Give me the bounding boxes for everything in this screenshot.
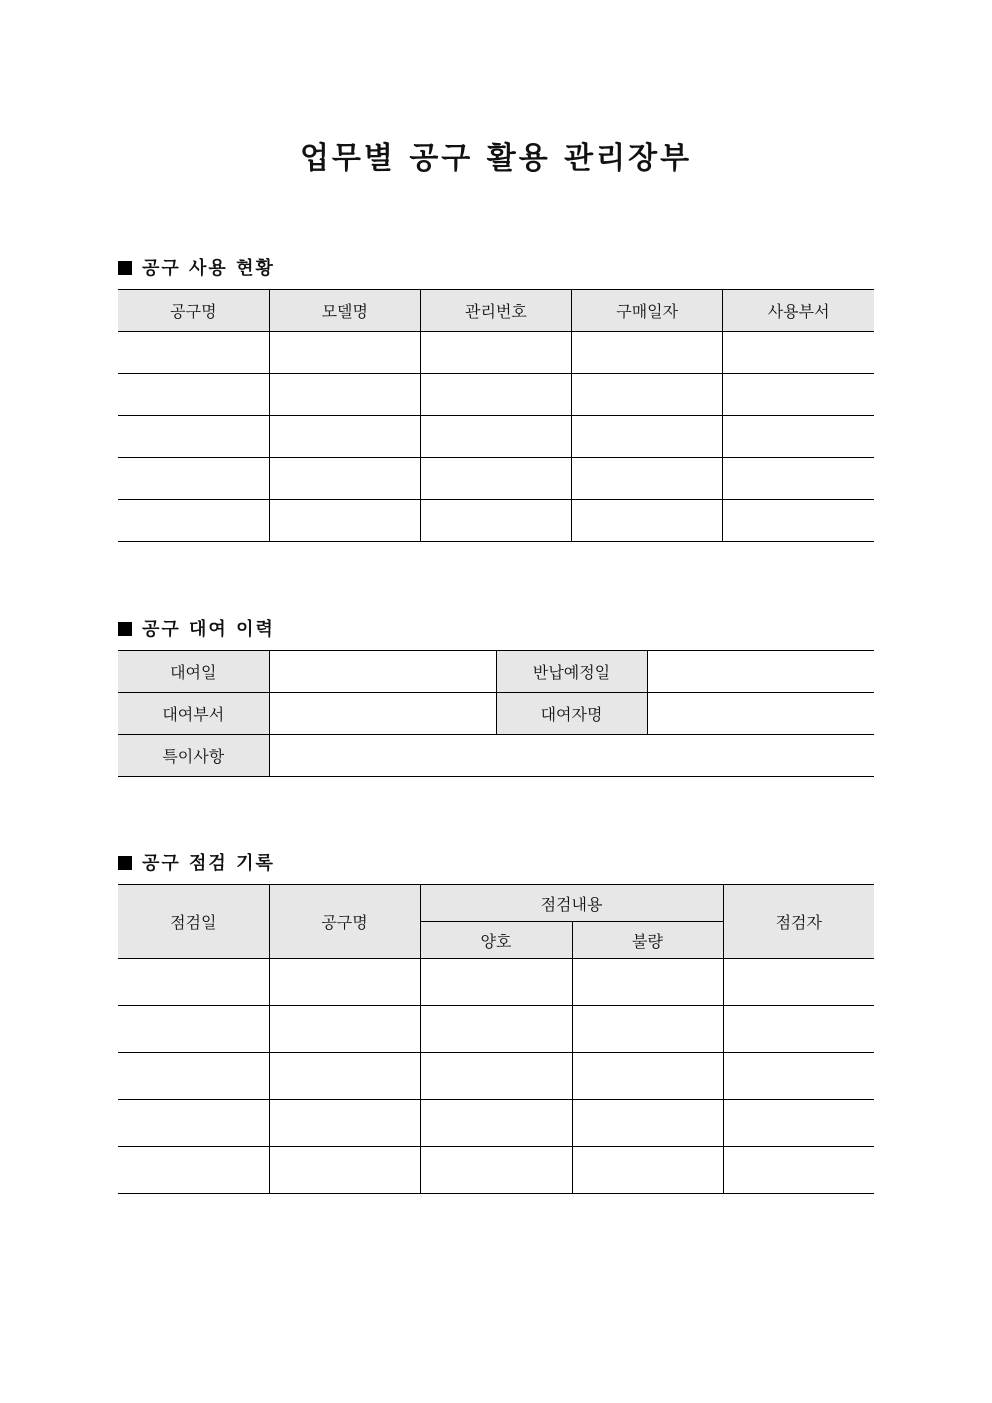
- column-header-inspector: 점검자: [723, 885, 874, 959]
- rental-dept-label: 대여부서: [118, 693, 269, 735]
- rental-dept-field[interactable]: [269, 693, 496, 735]
- table-cell[interactable]: [118, 959, 269, 1006]
- column-header-inspection-date: 점검일: [118, 885, 269, 959]
- section-heading-rental: [118, 615, 275, 641]
- table-cell[interactable]: [572, 1053, 723, 1100]
- table-cell[interactable]: [572, 1100, 723, 1147]
- table-cell[interactable]: [420, 416, 571, 458]
- table-row: [118, 416, 874, 458]
- section-heading-usage-text: 공구 사용 현황: [142, 258, 275, 279]
- column-header-good: 양호: [420, 922, 572, 959]
- remarks-field[interactable]: [269, 735, 874, 777]
- table-cell[interactable]: [118, 332, 269, 374]
- table-cell[interactable]: [723, 1053, 874, 1100]
- table-cell[interactable]: [572, 332, 723, 374]
- table-cell[interactable]: [118, 1006, 269, 1053]
- table-cell[interactable]: [269, 458, 420, 500]
- table-cell[interactable]: [723, 500, 874, 542]
- table-cell[interactable]: [269, 1053, 420, 1100]
- column-header-inspection-contents: 점검내용: [420, 885, 723, 922]
- table-row: [118, 500, 874, 542]
- table-cell[interactable]: [420, 1053, 572, 1100]
- column-header-bad: 불량: [572, 922, 723, 959]
- table-cell[interactable]: [723, 458, 874, 500]
- table-cell[interactable]: [420, 1006, 572, 1053]
- table-row: [118, 332, 874, 374]
- table-cell[interactable]: [723, 416, 874, 458]
- table-cell[interactable]: [723, 1147, 874, 1194]
- table-cell[interactable]: [420, 959, 572, 1006]
- square-bullet-icon: [118, 622, 132, 636]
- table-cell[interactable]: [118, 500, 269, 542]
- section-heading-rental-text: 공구 대여 이력: [142, 619, 275, 640]
- section-heading-inspection: [118, 849, 275, 875]
- table-cell[interactable]: [420, 458, 571, 500]
- table-cell[interactable]: [723, 374, 874, 416]
- table-cell[interactable]: [269, 500, 420, 542]
- table-cell[interactable]: [118, 374, 269, 416]
- rental-date-field[interactable]: [269, 651, 496, 693]
- table-cell[interactable]: [723, 1006, 874, 1053]
- column-header-tool-name: 공구명: [118, 290, 269, 332]
- remarks-label: 특이사항: [118, 735, 269, 777]
- table-cell[interactable]: [269, 1147, 420, 1194]
- table-cell[interactable]: [269, 416, 420, 458]
- table-cell[interactable]: [723, 959, 874, 1006]
- table-cell[interactable]: [420, 1100, 572, 1147]
- table-row: [118, 1006, 874, 1053]
- return-date-field[interactable]: [647, 651, 874, 693]
- table-row: [118, 1100, 874, 1147]
- table-cell[interactable]: [269, 1100, 420, 1147]
- return-date-label: 반납예정일: [496, 651, 647, 693]
- table-cell[interactable]: [420, 500, 571, 542]
- table-cell[interactable]: [420, 374, 571, 416]
- square-bullet-icon: [118, 261, 132, 275]
- square-bullet-icon: [118, 856, 132, 870]
- table-cell[interactable]: [572, 458, 723, 500]
- rental-table: [118, 650, 874, 777]
- table-cell[interactable]: [118, 1147, 269, 1194]
- page-title: 업무별 공구 활용 관리장부: [299, 141, 693, 176]
- table-cell[interactable]: [572, 959, 723, 1006]
- table-cell[interactable]: [723, 1100, 874, 1147]
- table-row: [118, 1147, 874, 1194]
- borrower-field[interactable]: [647, 693, 874, 735]
- table-cell[interactable]: [572, 1147, 723, 1194]
- table-cell[interactable]: [118, 458, 269, 500]
- table-cell[interactable]: [572, 416, 723, 458]
- section-heading-inspection-text: 공구 점검 기록: [142, 853, 275, 874]
- table-cell[interactable]: [269, 1006, 420, 1053]
- table-cell[interactable]: [118, 416, 269, 458]
- inspection-table: [118, 884, 874, 1194]
- table-row: [118, 458, 874, 500]
- column-header-tool-name: 공구명: [269, 885, 420, 959]
- table-cell[interactable]: [572, 1006, 723, 1053]
- borrower-label: 대여자명: [496, 693, 647, 735]
- table-cell[interactable]: [723, 332, 874, 374]
- table-cell[interactable]: [269, 374, 420, 416]
- table-cell[interactable]: [572, 374, 723, 416]
- table-cell[interactable]: [572, 500, 723, 542]
- table-cell[interactable]: [420, 1147, 572, 1194]
- table-row: [118, 374, 874, 416]
- column-header-department: 사용부서: [723, 290, 874, 332]
- column-header-model: 모델명: [269, 290, 420, 332]
- table-cell[interactable]: [269, 332, 420, 374]
- table-row: [118, 959, 874, 1006]
- column-header-management-number: 관리번호: [420, 290, 571, 332]
- table-cell[interactable]: [118, 1100, 269, 1147]
- rental-date-label: 대여일: [118, 651, 269, 693]
- table-cell[interactable]: [269, 959, 420, 1006]
- table-row: [118, 1053, 874, 1100]
- table-cell[interactable]: [420, 332, 571, 374]
- column-header-purchase-date: 구매일자: [572, 290, 723, 332]
- table-cell[interactable]: [118, 1053, 269, 1100]
- section-heading-usage: [118, 254, 275, 280]
- usage-table: [118, 289, 874, 542]
